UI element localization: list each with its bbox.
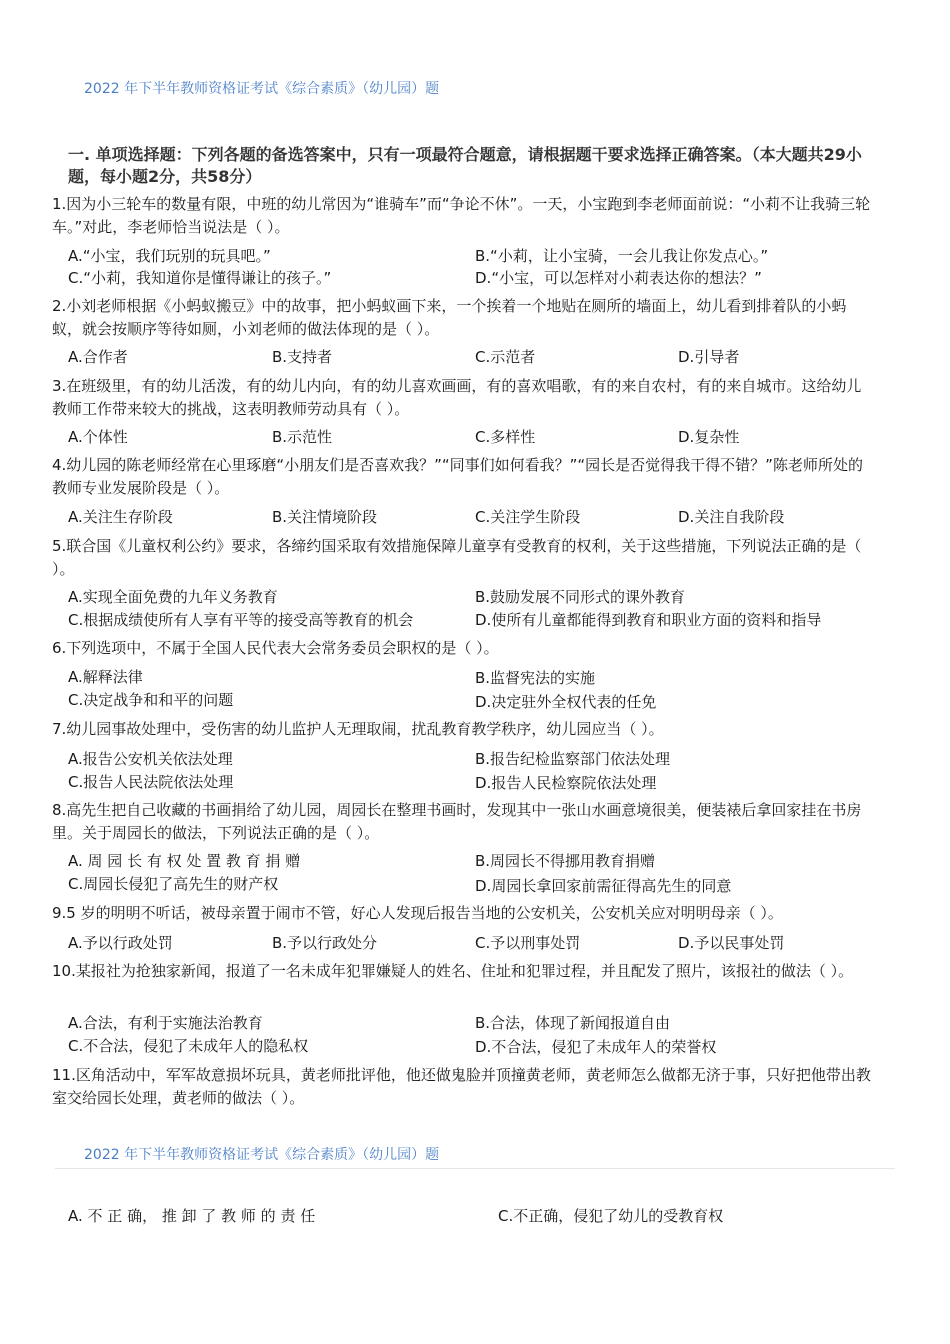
question-8: 8.高先生把自己收藏的书画捐给了幼儿园，周园长在整理书画时，发现其中一张山水画意境很美，便装裱后拿回家挂在书房里。关于周园长的做法，下列说法正确的是（ ）。 xyxy=(52,801,862,842)
page-header-2: 2022 年下半年教师资格证考试《综合素质》（幼儿园）题 xyxy=(84,1147,440,1163)
question-3: 3.在班级里，有的幼儿活泼，有的幼儿内向，有的幼儿喜欢画画，有的喜欢唱歌，有的来自农村，有的来自城市。这给幼儿教师工作带来较大的挑战，这表明教师劳动具有（ ）。 xyxy=(52,377,862,418)
q1-option-c[interactable]: C.“小莉，我知道你是懂得谦让的孩子。” xyxy=(68,269,332,287)
q5-option-d[interactable]: D.使所有儿童都能得到教育和职业方面的资料和指导 xyxy=(475,611,822,629)
question-9: 9.5 岁的明明不听话，被母亲置于闹市不管，好心人发现后报告当地的公安机关，公安机关应对明明母亲（ ）。 xyxy=(52,904,783,922)
q9-option-b[interactable]: B.予以行政处分 xyxy=(272,934,378,952)
section-title: 一. 单项选择题：下列各题的备选答案中，只有一项最符合题意，请根据题干要求选择正确答案。（本大题共29小题，每小题2分，共58分） xyxy=(68,145,862,186)
q8-option-c[interactable]: C.周园长侵犯了高先生的财产权 xyxy=(68,875,279,893)
q4-option-a[interactable]: A.关注生存阶段 xyxy=(68,508,173,526)
q6-option-c[interactable]: C.决定战争和和平的问题 xyxy=(68,691,234,709)
question-2: 2.小刘老师根据《小蚂蚁搬豆》中的故事，把小蚂蚁画下来，一个挨着一个地贴在厕所的墙面上，幼儿看到排着队的小蚂蚁，就会按顺序等待如厕，小刘老师的做法体现的是（ ）。 xyxy=(52,297,847,338)
q8-option-b[interactable]: B.周园长不得挪用教育捐赠 xyxy=(475,852,656,870)
question-10: 10.某报社为抢独家新闻，报道了一名未成年犯罪嫌疑人的姓名、住址和犯罪过程，并且配发了照片，该报社的做法（ ）。 xyxy=(52,962,854,980)
q6-option-d[interactable]: D.决定驻外全权代表的任免 xyxy=(475,693,657,711)
q9-option-c[interactable]: C.予以刑事处罚 xyxy=(475,934,581,952)
q10-option-d[interactable]: D.不合法，侵犯了未成年人的荣誉权 xyxy=(475,1038,717,1056)
q10-option-c[interactable]: C.不合法，侵犯了未成年人的隐私权 xyxy=(68,1037,309,1055)
q6-option-b[interactable]: B.监督宪法的实施 xyxy=(475,669,596,687)
page-header: 2022 年下半年教师资格证考试《综合素质》（幼儿园）题 xyxy=(84,81,440,97)
q11-option-c[interactable]: C.不正确，侵犯了幼儿的受教育权 xyxy=(498,1207,724,1225)
q2-option-a[interactable]: A.合作者 xyxy=(68,348,128,366)
q4-option-c[interactable]: C.关注学生阶段 xyxy=(475,508,581,526)
q3-option-b[interactable]: B.示范性 xyxy=(272,428,333,446)
q3-option-d[interactable]: D.复杂性 xyxy=(678,428,740,446)
q5-option-c[interactable]: C.根据成绩使所有人享有平等的接受高等教育的机会 xyxy=(68,611,414,629)
q7-option-b[interactable]: B.报告纪检监察部门依法处理 xyxy=(475,750,671,768)
question-4: 4.幼儿园的陈老师经常在心里琢磨“小朋友们是否喜欢我？”“同事们如何看我？”“园长是否觉得我干得不错？”陈老师所处的教师专业发展阶段是（ ）。 xyxy=(52,456,863,497)
q2-option-b[interactable]: B.支持者 xyxy=(272,348,333,366)
question-11: 11.区角活动中，军军故意损坏玩具，黄老师批评他，他还做鬼脸并顶撞黄老师，黄老师怎么做都无济于事，只好把他带出教室交给园长处理，黄老师的做法（ ）。 xyxy=(52,1066,871,1107)
q10-option-a[interactable]: A.合法，有利于实施法治教育 xyxy=(68,1014,263,1032)
q1-option-a[interactable]: A.“小宝，我们玩别的玩具吧。” xyxy=(68,247,271,265)
question-5: 5.联合国《儿童权利公约》要求，各缔约国采取有效措施保障儿童享有受教育的权利，关于这些措施，下列说法正确的是（ ）。 xyxy=(52,537,862,578)
q7-option-a[interactable]: A.报告公安机关依法处理 xyxy=(68,750,233,768)
q11-option-a[interactable]: A. 不 正 确， 推 卸 了 教 师 的 责 任 xyxy=(68,1207,316,1225)
q5-option-b[interactable]: B.鼓励发展不同形式的课外教育 xyxy=(475,588,686,606)
q7-option-d[interactable]: D.报告人民检察院依法处理 xyxy=(475,774,657,792)
q1-option-d[interactable]: D.“小宝，可以怎样对小莉表达你的想法？” xyxy=(475,269,762,287)
q2-option-d[interactable]: D.引导者 xyxy=(678,348,740,366)
q9-option-a[interactable]: A.予以行政处罚 xyxy=(68,934,173,952)
q2-option-c[interactable]: C.示范者 xyxy=(475,348,536,366)
question-6: 6.下列选项中，不属于全国人民代表大会常务委员会职权的是（ ）。 xyxy=(52,639,499,657)
q3-option-a[interactable]: A.个体性 xyxy=(68,428,128,446)
q4-option-d[interactable]: D.关注自我阶段 xyxy=(678,508,785,526)
q1-option-b[interactable]: B.“小莉，让小宝骑，一会儿我让你发点心。” xyxy=(475,247,769,265)
q10-option-b[interactable]: B.合法，体现了新闻报道自由 xyxy=(475,1014,671,1032)
q5-option-a[interactable]: A.实现全面免费的九年义务教育 xyxy=(68,588,278,606)
q6-option-a[interactable]: A.解释法律 xyxy=(68,668,143,686)
q4-option-b[interactable]: B.关注情境阶段 xyxy=(272,508,378,526)
q8-option-a[interactable]: A. 周 园 长 有 权 处 置 教 育 捐 赠 xyxy=(68,852,301,870)
page-divider xyxy=(55,1168,895,1169)
question-1: 1.因为小三轮车的数量有限，中班的幼儿常因为“谁骑车”而“争论不休”。一天，小宝跑到李老师面前说：“小莉不让我骑三轮车。”对此，李老师恰当说法是（ ）。 xyxy=(52,195,871,236)
q7-option-c[interactable]: C.报告人民法院依法处理 xyxy=(68,773,234,791)
q8-option-d[interactable]: D.周园长拿回家前需征得高先生的同意 xyxy=(475,877,732,895)
question-7: 7.幼儿园事故处理中，受伤害的幼儿监护人无理取闹，扰乱教育教学秩序，幼儿园应当（ ）。 xyxy=(52,720,664,738)
q3-option-c[interactable]: C.多样性 xyxy=(475,428,536,446)
q9-option-d[interactable]: D.予以民事处罚 xyxy=(678,934,785,952)
